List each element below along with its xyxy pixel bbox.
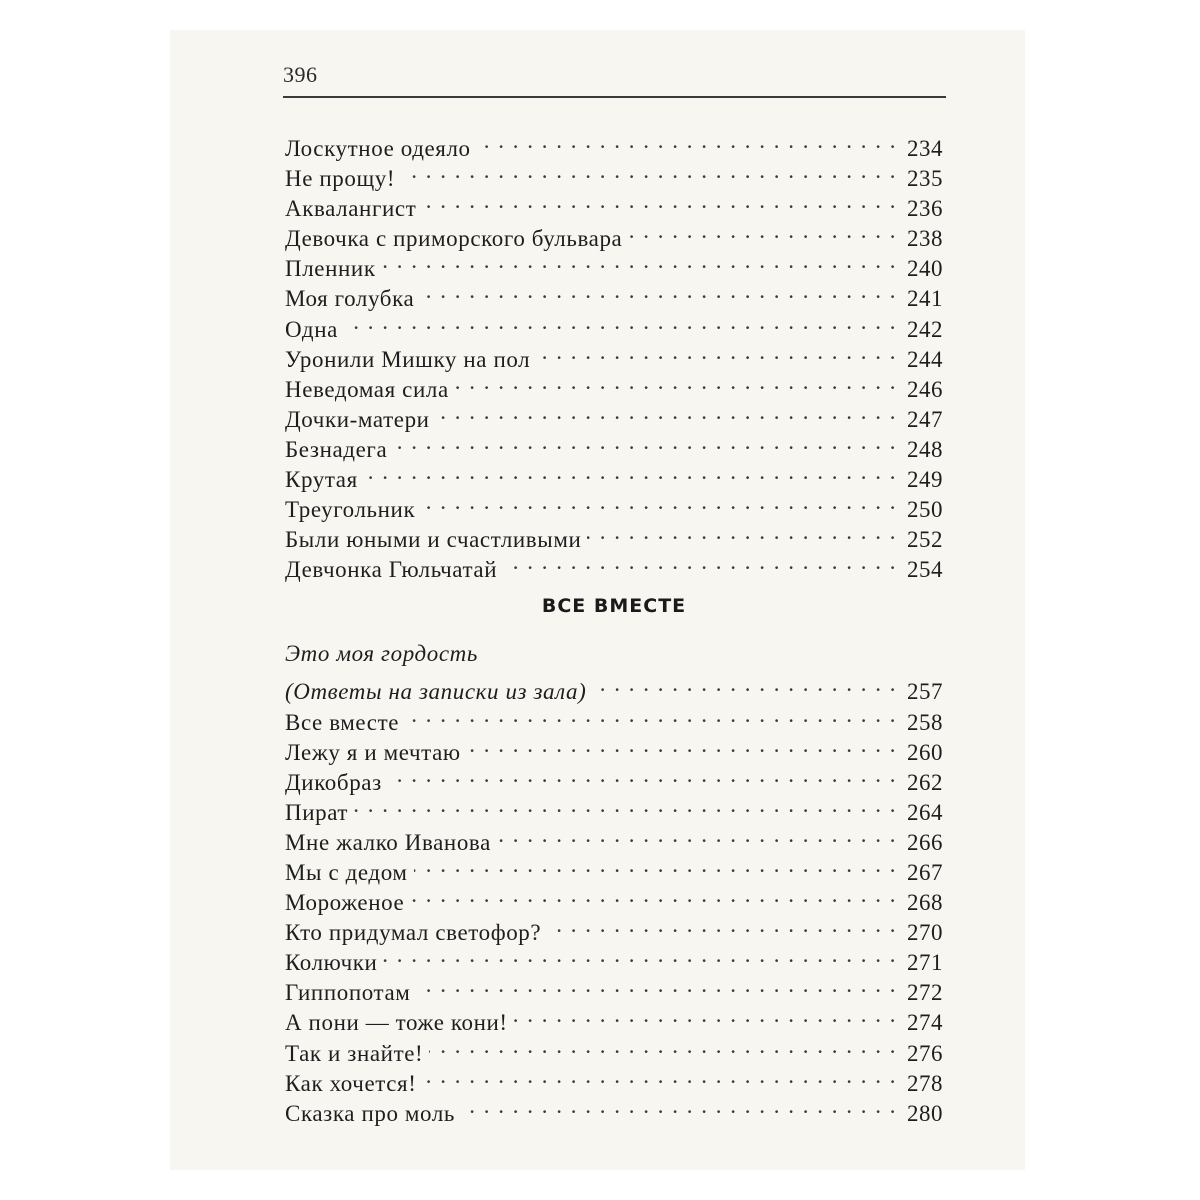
toc-entry <box>285 307 943 342</box>
toc-entry-page: 248 <box>907 436 943 462</box>
dot-leader <box>421 487 897 517</box>
toc-section-2 <box>285 700 943 1126</box>
toc-entry-title: Мне жалко Иванова <box>285 829 491 855</box>
toc-entry-title: А пони — тоже кони! <box>285 1010 508 1036</box>
page-header <box>283 62 946 98</box>
toc-entry-title: (Ответы на записки из зала) <box>285 679 587 705</box>
toc-entry-title: Неведомая сила <box>285 376 449 402</box>
dot-leader <box>536 337 897 367</box>
toc-entry-page: 274 <box>907 1010 943 1036</box>
toc-entry-page: 247 <box>907 406 943 432</box>
toc-entry-page: 262 <box>907 769 943 795</box>
dot-leader <box>429 1031 897 1061</box>
dot-leader <box>514 1000 897 1030</box>
dot-leader <box>416 970 897 1000</box>
dot-leader <box>455 367 897 397</box>
toc-entry-page: 271 <box>907 950 943 976</box>
page-number: 396 <box>283 62 318 87</box>
dot-leader <box>497 820 897 850</box>
toc-entry-page: 266 <box>907 829 943 855</box>
toc-entry-page: 238 <box>907 226 943 252</box>
dot-leader <box>628 216 897 246</box>
dot-leader <box>383 940 897 970</box>
toc-entry-page: 276 <box>907 1040 943 1066</box>
dot-leader <box>547 910 897 940</box>
toc-entry-title: Безнадега <box>285 436 388 462</box>
toc-entry-page: 272 <box>907 980 943 1006</box>
toc-entry-title: Мы с дедом <box>285 859 408 885</box>
toc-entry <box>285 457 943 493</box>
toc-entry-page: 249 <box>907 467 943 493</box>
toc-entry-title: Моя голубка <box>285 286 415 312</box>
toc-entry-page: 246 <box>907 376 943 402</box>
toc-entry <box>285 669 943 705</box>
dot-leader <box>436 397 897 427</box>
dot-leader <box>401 156 897 186</box>
dot-leader <box>503 547 897 577</box>
toc-entry-page: 234 <box>907 136 943 161</box>
dot-leader <box>354 790 897 820</box>
toc-entry <box>285 970 943 1006</box>
dot-leader <box>592 669 897 699</box>
toc-entry-title: Одна <box>285 316 338 342</box>
dot-leader <box>420 276 897 306</box>
toc-entry <box>285 337 943 372</box>
toc-entry-page: 240 <box>907 256 943 282</box>
table-of-contents <box>285 126 943 1126</box>
toc-entry <box>285 276 943 312</box>
toc-entry-page: 267 <box>907 859 943 885</box>
toc-entry-title: Аквалангист <box>285 196 417 222</box>
toc-entry-title: Кто придумал светофор? <box>285 920 542 946</box>
toc-entry-title: Дикобраз <box>285 769 382 795</box>
toc-entry-title: Как хочется! <box>285 1070 417 1096</box>
dot-leader <box>405 700 897 730</box>
dot-leader <box>388 760 897 790</box>
toc-entry-page: 258 <box>907 709 943 735</box>
toc-entry-title: Так и знайте! <box>285 1040 424 1066</box>
dot-leader <box>364 457 897 487</box>
dot-leader <box>422 1061 897 1091</box>
dot-leader <box>393 427 897 457</box>
toc-entry-title: Девчонка Гюльчатай <box>285 557 498 583</box>
toc-entry-title: Колючки <box>285 950 378 976</box>
toc-italic-title: Это моя гордость <box>285 641 478 667</box>
dot-leader <box>382 246 897 276</box>
toc-entry-page: 252 <box>907 527 943 553</box>
toc-entry-title: Треугольник <box>285 497 416 523</box>
dot-leader <box>467 730 897 760</box>
toc-entry-title: Лежу я и мечтаю <box>285 739 461 765</box>
dot-leader <box>344 307 897 337</box>
toc-entry-page: 260 <box>907 739 943 765</box>
toc-entry <box>285 820 943 855</box>
toc-entry-page: 264 <box>907 799 943 825</box>
dot-leader <box>422 186 897 216</box>
toc-entry-title: Пират <box>285 799 349 825</box>
toc-entry-title: Лоскутное одеяло <box>285 136 471 161</box>
toc-entry-page: 278 <box>907 1070 943 1096</box>
toc-entry-title: Крутая <box>285 467 358 493</box>
toc-entry-title: Девочка с приморского бульвара <box>285 226 623 252</box>
dot-leader <box>587 517 897 547</box>
toc-entry-title: Дочки-матери <box>285 406 430 432</box>
toc-entry-title: Были юными и счастливыми <box>285 527 582 553</box>
toc-entry-page: 268 <box>907 890 943 916</box>
toc-entry-title: Не прощу! <box>285 166 396 192</box>
toc-entry-page: 250 <box>907 497 943 523</box>
toc-entry-title: Мороженое <box>285 890 405 916</box>
dot-leader <box>414 850 897 880</box>
toc-entry-page: 280 <box>907 1100 943 1126</box>
toc-entry-title: Сказка про моль <box>285 1100 456 1126</box>
toc-entry-title: Гиппопотам <box>285 980 411 1006</box>
toc-entry-title: Все вместе <box>285 709 400 735</box>
dot-leader <box>461 1091 897 1121</box>
toc-entry <box>285 246 943 282</box>
dot-leader <box>410 880 897 910</box>
toc-section-1 <box>285 126 943 583</box>
dot-leader <box>477 126 897 156</box>
toc-entry-page: 244 <box>907 346 943 372</box>
toc-entry-page: 242 <box>907 316 943 342</box>
toc-entry <box>285 940 943 976</box>
toc-entry-page: 241 <box>907 286 943 312</box>
toc-entry <box>285 126 943 161</box>
toc-entry <box>285 790 943 825</box>
toc-entry-page: 257 <box>907 679 943 705</box>
section-heading: ВСЕ ВМЕСТЕ <box>541 595 687 618</box>
toc-entry-title: Пленник <box>285 256 376 282</box>
toc-entry-page: 236 <box>907 196 943 222</box>
toc-entry-page: 235 <box>907 166 943 192</box>
toc-entry <box>285 487 943 523</box>
toc-entry-page: 254 <box>907 557 943 583</box>
toc-entry-title: Уронили Мишку на пол <box>285 346 531 372</box>
toc-entry-page: 270 <box>907 920 943 946</box>
